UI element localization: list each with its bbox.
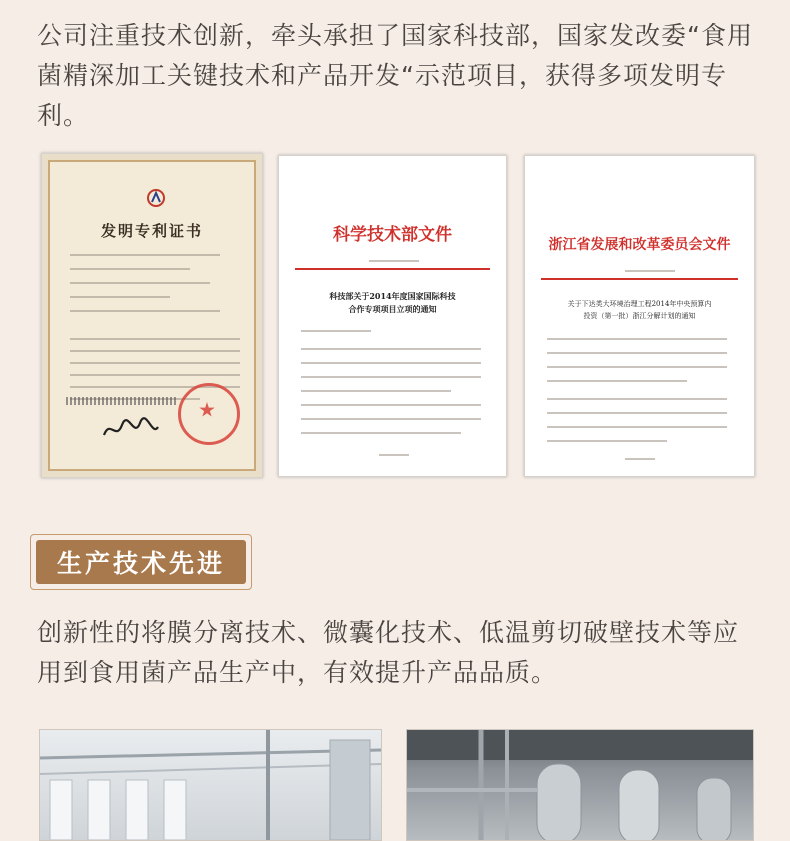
factory-workshop-photo — [39, 729, 382, 841]
signature — [100, 415, 160, 443]
technology-paragraph: 创新性的将膜分离技术、微囊化技术、低温剪切破壁技术等应用到食用菌产品生产中，有效提升产品品质。 — [37, 618, 740, 687]
patent-emblem-icon — [146, 188, 166, 208]
section-badge-label: 生产技术先进 — [36, 540, 246, 584]
official-seal-icon — [178, 383, 240, 445]
ndrc-document-header: 浙江省发展和改革委员会文件 — [548, 237, 731, 253]
intro-paragraph: 公司注重技术创新，牵头承担了国家科技部，国家发改委“食用菌精深加工关键技术和产品开发“示范项目，获得多项发明专利。 — [37, 21, 753, 130]
mst-subject-line-2: 合作专项项目立项的通知 — [348, 304, 437, 314]
ndrc-subject-line-1: 关于下达类大环境治理工程2014年中央预算内 — [567, 300, 712, 308]
patent-certificate-title: 发明专利证书 — [100, 222, 203, 240]
patent-certificate-image — [41, 153, 263, 478]
section-badge — [30, 534, 252, 590]
mst-document-header: 科学技术部文件 — [333, 225, 452, 245]
barcode — [66, 397, 176, 405]
mst-document-image — [278, 155, 507, 477]
ndrc-subject-line-2: 投资（第一批）浙江分解计划的通知 — [583, 312, 696, 320]
mst-subject-line-1: 科技部关于2014年度国家国际科技 — [329, 291, 456, 301]
ndrc-document-image — [524, 155, 755, 477]
evaporator-equipment-photo — [406, 729, 754, 841]
